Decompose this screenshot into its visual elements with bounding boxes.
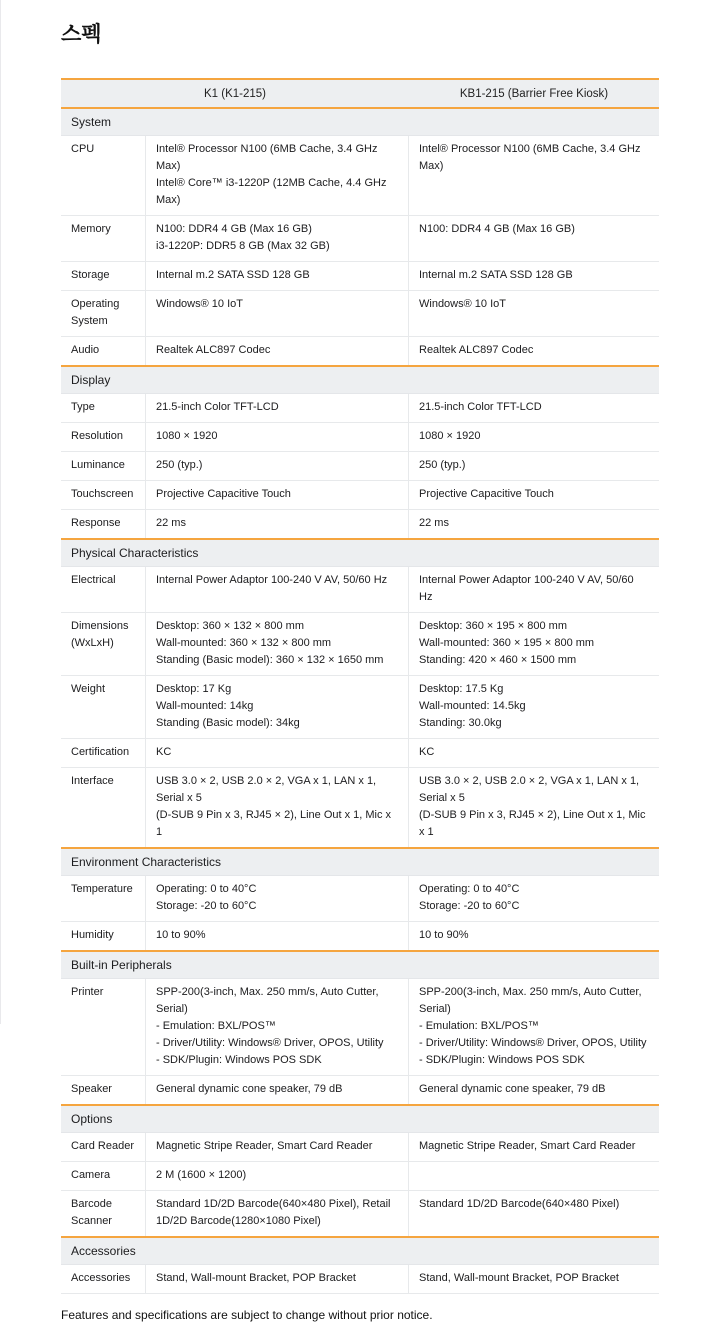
value-line: Standing (Basic model): 360 × 132 × 1650 mm [156, 654, 384, 666]
value-cell-k1 [146, 423, 409, 451]
value-line: N100: DDR4 4 GB (Max 16 GB) [156, 223, 312, 235]
spec-row-operating-system [61, 291, 659, 337]
row-label: Memory [61, 216, 146, 261]
value-cell-kb1 [409, 510, 659, 538]
value-cell-kb1 [409, 216, 659, 261]
value-line: - Driver/Utility: Windows® Driver, OPOS, Utility [419, 1037, 647, 1049]
value-line: USB 3.0 × 2, USB 2.0 × 2, VGA x 1, LAN x 1, Serial x 5 [419, 775, 640, 804]
spec-row-cpu [61, 136, 659, 216]
value-line: 250 (typ.) [419, 459, 466, 471]
value-cell-kb1 [409, 136, 659, 215]
value-cell-k1 [146, 739, 409, 767]
section-header-accessories: Accessories [61, 1236, 659, 1265]
spec-row-accessories [61, 1265, 659, 1294]
row-label: CPU [61, 136, 146, 215]
value-cell-kb1 [409, 452, 659, 480]
page-title: 스펙 [61, 23, 102, 46]
value-cell-k1 [146, 136, 409, 215]
row-label: Barcode Scanner [61, 1191, 146, 1236]
row-label: Dimensions (WxLxH) [61, 613, 146, 675]
value-line: Internal m.2 SATA SSD 128 GB [419, 269, 573, 281]
row-label: Operating System [61, 291, 146, 336]
value-line: KC [419, 746, 435, 758]
value-cell-k1 [146, 1162, 409, 1190]
value-line: 21.5-inch Color TFT-LCD [156, 401, 279, 413]
value-line: Desktop: 360 × 132 × 800 mm [156, 620, 304, 632]
value-cell-kb1 [409, 768, 659, 847]
value-line: Storage: -20 to 60°C [156, 900, 257, 912]
value-cell-k1 [146, 979, 409, 1075]
value-line: Desktop: 17 Kg [156, 683, 232, 695]
value-cell-k1 [146, 337, 409, 365]
footer-note: Features and specifications are subject to change without prior notice. [61, 1308, 433, 1322]
value-cell-k1 [146, 1133, 409, 1161]
value-cell-kb1 [409, 481, 659, 509]
value-line: Standard 1D/2D Barcode(640×480 Pixel) [419, 1198, 620, 1210]
value-cell-kb1 [409, 291, 659, 336]
row-label: Type [61, 394, 146, 422]
value-line: Standard 1D/2D Barcode(640×480 Pixel), Retail 1D/2D Barcode(1280×1080 Pixel) [156, 1198, 391, 1227]
value-cell-kb1 [409, 423, 659, 451]
value-line: 22 ms [156, 517, 186, 529]
spec-row-audio [61, 337, 659, 365]
row-label: Response [61, 510, 146, 538]
section-header-display: Display [61, 365, 659, 394]
value-line: Wall-mounted: 14kg [156, 700, 254, 712]
row-label: Card Reader [61, 1133, 146, 1161]
value-line: Desktop: 360 × 195 × 800 mm [419, 620, 567, 632]
spec-row-certification [61, 739, 659, 768]
section-header-system: System [61, 109, 659, 136]
value-line: Desktop: 17.5 Kg [419, 683, 504, 695]
value-cell-kb1 [409, 922, 659, 950]
value-line: SPP-200(3-inch, Max. 250 mm/s, Auto Cutter, Serial) [419, 986, 642, 1015]
value-line: - Emulation: BXL/POS™ [156, 1020, 276, 1032]
value-line: Intel® Core™ i3-1220P (12MB Cache, 4.4 GHz Max) [156, 177, 387, 206]
value-line: Standing (Basic model): 34kg [156, 717, 300, 729]
value-cell-k1 [146, 876, 409, 921]
value-cell-k1 [146, 613, 409, 675]
value-cell-kb1 [409, 1162, 659, 1190]
value-line: i3-1220P: DDR5 8 GB (Max 32 GB) [156, 240, 330, 252]
spec-row-interface [61, 768, 659, 847]
value-line: Stand, Wall-mount Bracket, POP Bracket [419, 1272, 619, 1284]
value-cell-k1 [146, 216, 409, 261]
value-cell-k1 [146, 1265, 409, 1293]
value-cell-k1 [146, 262, 409, 290]
table-header-row [61, 78, 659, 109]
spec-table [61, 78, 659, 1294]
value-cell-kb1 [409, 979, 659, 1075]
value-line: Wall-mounted: 360 × 195 × 800 mm [419, 637, 595, 649]
column-header-kb1: KB1-215 (Barrier Free Kiosk) [459, 88, 609, 100]
row-label: Luminance [61, 452, 146, 480]
spec-row-barcode-scanner [61, 1191, 659, 1236]
spec-row-memory [61, 216, 659, 262]
value-line: - SDK/Plugin: Windows POS SDK [419, 1054, 585, 1066]
value-cell-k1 [146, 452, 409, 480]
value-line: - Driver/Utility: Windows® Driver, OPOS, Utility [156, 1037, 384, 1049]
value-line: 250 (typ.) [156, 459, 203, 471]
value-line: 1080 × 1920 [419, 430, 481, 442]
spec-row-camera [61, 1162, 659, 1191]
value-line: Operating: 0 to 40°C [419, 883, 520, 895]
row-label: Printer [61, 979, 146, 1075]
row-label: Humidity [61, 922, 146, 950]
value-line: N100: DDR4 4 GB (Max 16 GB) [419, 223, 575, 235]
spec-row-resolution [61, 423, 659, 452]
table-body [61, 109, 659, 1294]
value-line: 10 to 90% [156, 929, 206, 941]
row-label: Storage [61, 262, 146, 290]
spec-page [1, 0, 720, 1323]
value-line: Wall-mounted: 14.5kg [419, 700, 526, 712]
value-line: Intel® Processor N100 (6MB Cache, 3.4 GHz Max) [156, 143, 378, 172]
row-label: Certification [61, 739, 146, 767]
value-line: Realtek ALC897 Codec [156, 344, 271, 356]
row-label: Accessories [61, 1265, 146, 1293]
value-line: Wall-mounted: 360 × 132 × 800 mm [156, 637, 332, 649]
value-line: USB 3.0 × 2, USB 2.0 × 2, VGA x 1, LAN x 1, Serial x 5 [156, 775, 377, 804]
value-line: Realtek ALC897 Codec [419, 344, 534, 356]
spec-row-humidity [61, 922, 659, 950]
spec-row-dimensions-wxlxh- [61, 613, 659, 676]
spec-row-speaker [61, 1076, 659, 1104]
section-header-physical-characteristics: Physical Characteristics [61, 538, 659, 567]
value-line: Standing: 420 × 460 × 1500 mm [419, 654, 577, 666]
value-line: Stand, Wall-mount Bracket, POP Bracket [156, 1272, 356, 1284]
value-line: Storage: -20 to 60°C [419, 900, 520, 912]
spec-row-response [61, 510, 659, 538]
value-cell-k1 [146, 481, 409, 509]
spec-row-printer [61, 979, 659, 1076]
value-cell-kb1 [409, 876, 659, 921]
value-line: Intel® Processor N100 (6MB Cache, 3.4 GHz Max) [419, 143, 641, 172]
spec-row-electrical [61, 567, 659, 613]
value-cell-kb1 [409, 337, 659, 365]
value-cell-kb1 [409, 613, 659, 675]
value-line: General dynamic cone speaker, 79 dB [419, 1083, 606, 1095]
value-cell-kb1 [409, 1265, 659, 1293]
value-cell-k1 [146, 922, 409, 950]
value-line: Windows® 10 IoT [156, 298, 243, 310]
value-line: 2 M (1600 × 1200) [156, 1169, 247, 1181]
row-label: Interface [61, 768, 146, 847]
spec-row-luminance [61, 452, 659, 481]
value-line: KC [156, 746, 172, 758]
row-label: Resolution [61, 423, 146, 451]
value-line: - SDK/Plugin: Windows POS SDK [156, 1054, 322, 1066]
value-cell-kb1 [409, 262, 659, 290]
spec-row-temperature [61, 876, 659, 922]
spec-row-touchscreen [61, 481, 659, 510]
value-line: - Emulation: BXL/POS™ [419, 1020, 539, 1032]
value-line: Internal m.2 SATA SSD 128 GB [156, 269, 310, 281]
value-line: 1080 × 1920 [156, 430, 218, 442]
value-line: SPP-200(3-inch, Max. 250 mm/s, Auto Cutter, Serial) [156, 986, 379, 1015]
value-line: Standing: 30.0kg [419, 717, 502, 729]
column-header-k1: K1 (K1-215) [203, 88, 266, 100]
value-line: Projective Capacitive Touch [156, 488, 291, 500]
section-header-environment-characteristics: Environment Characteristics [61, 847, 659, 876]
section-header-options: Options [61, 1104, 659, 1133]
spec-row-type [61, 394, 659, 423]
value-line: General dynamic cone speaker, 79 dB [156, 1083, 343, 1095]
value-cell-k1 [146, 1191, 409, 1236]
value-line: Projective Capacitive Touch [419, 488, 554, 500]
value-cell-kb1 [409, 394, 659, 422]
value-line: Operating: 0 to 40°C [156, 883, 257, 895]
value-line: (D-SUB 9 Pin x 3, RJ45 × 2), Line Out x 1, Mic x 1 [156, 809, 392, 838]
value-cell-k1 [146, 567, 409, 612]
value-cell-k1 [146, 676, 409, 738]
value-line: 10 to 90% [419, 929, 469, 941]
value-line: Magnetic Stripe Reader, Smart Card Reader [419, 1140, 636, 1152]
value-line: Magnetic Stripe Reader, Smart Card Reader [156, 1140, 373, 1152]
section-header-built-in-peripherals: Built-in Peripherals [61, 950, 659, 979]
value-cell-kb1 [409, 1191, 659, 1236]
row-label: Audio [61, 337, 146, 365]
row-label: Weight [61, 676, 146, 738]
value-cell-kb1 [409, 676, 659, 738]
value-cell-k1 [146, 510, 409, 538]
spec-row-weight [61, 676, 659, 739]
value-cell-k1 [146, 768, 409, 847]
row-label: Temperature [61, 876, 146, 921]
value-cell-kb1 [409, 567, 659, 612]
value-line: Internal Power Adaptor 100-240 V AV, 50/60 Hz [419, 574, 634, 603]
spec-row-storage [61, 262, 659, 291]
value-cell-kb1 [409, 739, 659, 767]
value-cell-kb1 [409, 1133, 659, 1161]
value-line: 22 ms [419, 517, 449, 529]
value-cell-k1 [146, 291, 409, 336]
value-cell-k1 [146, 394, 409, 422]
row-label: Electrical [61, 567, 146, 612]
row-label: Touchscreen [61, 481, 146, 509]
value-cell-k1 [146, 1076, 409, 1104]
value-line: Windows® 10 IoT [419, 298, 506, 310]
value-line: (D-SUB 9 Pin x 3, RJ45 × 2), Line Out x 1, Mic x 1 [419, 809, 646, 838]
spec-row-card-reader [61, 1133, 659, 1162]
value-cell-kb1 [409, 1076, 659, 1104]
row-label: Speaker [61, 1076, 146, 1104]
value-line: 21.5-inch Color TFT-LCD [419, 401, 542, 413]
value-line: Internal Power Adaptor 100-240 V AV, 50/60 Hz [156, 574, 388, 586]
row-label: Camera [61, 1162, 146, 1190]
